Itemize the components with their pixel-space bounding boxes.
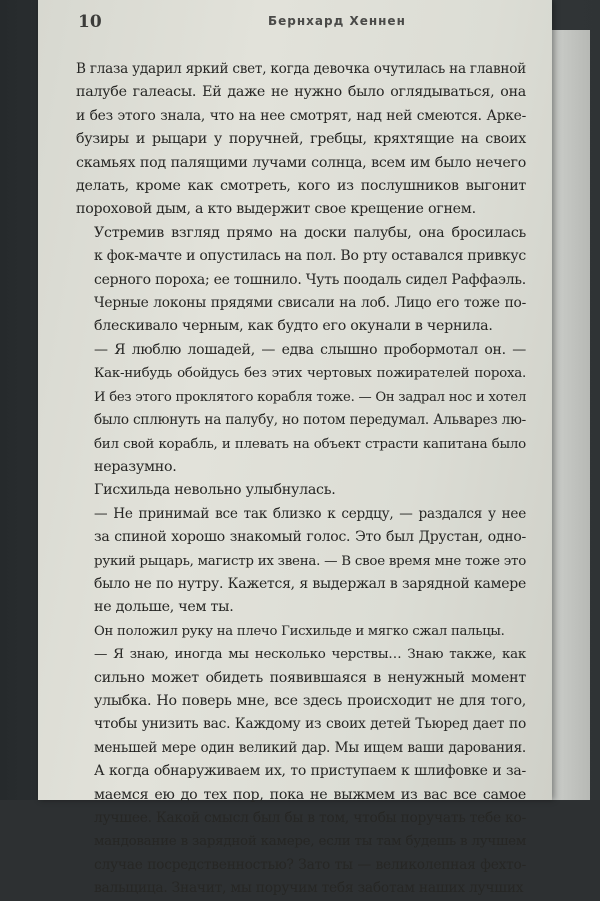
body-text — [76, 58, 526, 901]
text-line: и без этого знала, что на нее смотрят, над ней смеются. Арке- — [76, 107, 526, 124]
text-line: вальщица. Значит, мы поручим тебя заботам наших лучших — [94, 880, 524, 897]
text-line: А когда обнаруживаем их, то приступаем к шлифовке и за- — [94, 763, 526, 780]
text-line: блескивало черным, как будто его окунали в чернила. — [94, 318, 493, 335]
text-line: пороховой дым, а кто выдержит свое крещение огнем. — [76, 201, 476, 218]
text-line: — Я знаю, иногда мы несколько черствы… Знаю также, как — [94, 647, 526, 663]
paragraph — [76, 479, 526, 502]
page-header — [38, 8, 552, 34]
text-line: сильно может обидеть появившаяся в ненужный момент — [94, 669, 526, 686]
text-line: Устремив взгляд прямо на доски палубы, она бросилась — [94, 224, 526, 241]
text-line: лучшее. Какой смысл был бы в том, чтобы поручать тебе ко- — [94, 810, 526, 826]
text-line: случае посредственностью? Зато ты — великолепная фехто- — [94, 856, 526, 873]
text-line: — Не принимай все так близко к сердцу, — раздался у нее — [94, 505, 526, 522]
text-line: маемся ею до тех пор, пока не выжмем из вас все самое — [94, 786, 526, 803]
paragraph — [76, 58, 526, 222]
paragraph — [76, 620, 526, 643]
text-line: В глаза ударил яркий свет, когда девочка очутилась на главной — [76, 61, 526, 77]
text-line: И без этого проклятого корабля тоже. — Он задрал нос и хотел — [94, 389, 527, 405]
paragraph — [76, 503, 526, 620]
text-line: скамьях под палящими лучами солнца, всем им было нечего — [76, 154, 526, 171]
text-line: было сплюнуть на палубу, но потом передумал. Альварез лю- — [94, 412, 526, 429]
text-line: бузиры и рыцари у поручней, гребцы, кряхтящие на своих — [76, 131, 526, 148]
text-line: — Я люблю лошадей, — едва слышно пробормотал он. — — [94, 341, 526, 358]
text-line: делать, кроме как смотреть, кого из послушников выгонит — [76, 178, 526, 195]
book-page — [38, 0, 552, 897]
text-line: за спиной хорошо знакомый голос. Это был Друстан, одно- — [94, 529, 526, 546]
text-line: чтобы унизить вас. Каждому из своих детей Тьюред дает по — [94, 716, 526, 733]
text-line: неразумно. — [94, 458, 177, 475]
text-line: палубе галеасы. Ей даже не нужно было оглядываться, она — [76, 84, 526, 101]
paragraph — [76, 339, 526, 479]
text-line: Как-нибудь обойдусь без этих чертовых пожирателей пороха. — [94, 366, 526, 382]
text-line: мандование в зарядной камере, если ты там будешь в лучшем — [94, 834, 526, 850]
paragraph — [76, 222, 526, 339]
running-head-author: Бернхард Хеннен — [268, 14, 406, 28]
text-line: Черные локоны прядями свисали на лоб. Лицо его тоже по- — [94, 295, 526, 312]
text-line: улыбка. Но поверь мне, все здесь происходит не для того, — [94, 692, 526, 709]
text-line: Гисхильда невольно улыбнулась. — [94, 482, 336, 499]
text-line: серного пороха; ее тошнило. Чуть поодаль сидел Раффаэль. — [94, 271, 526, 288]
text-line: было не по нутру. Кажется, я выдержал в зарядной камере — [94, 575, 526, 592]
text-line: бил свой корабль, и плевать на объект страсти капитана было — [94, 436, 526, 452]
text-line: к фок-мачте и опустилась на пол. Во рту оставался привкус — [94, 248, 526, 265]
text-line: меньшей мере один великий дар. Мы ищем ваши дарования. — [94, 739, 526, 756]
page-number: 10 — [78, 12, 102, 32]
text-line: не дольше, чем ты. — [94, 599, 234, 616]
text-line: рукий рыцарь, магистр их звена. — В свое время мне тоже это — [94, 553, 527, 569]
text-line: Он положил руку на плечо Гисхильде и мягко сжал пальцы. — [94, 623, 505, 639]
paragraph — [76, 643, 526, 900]
